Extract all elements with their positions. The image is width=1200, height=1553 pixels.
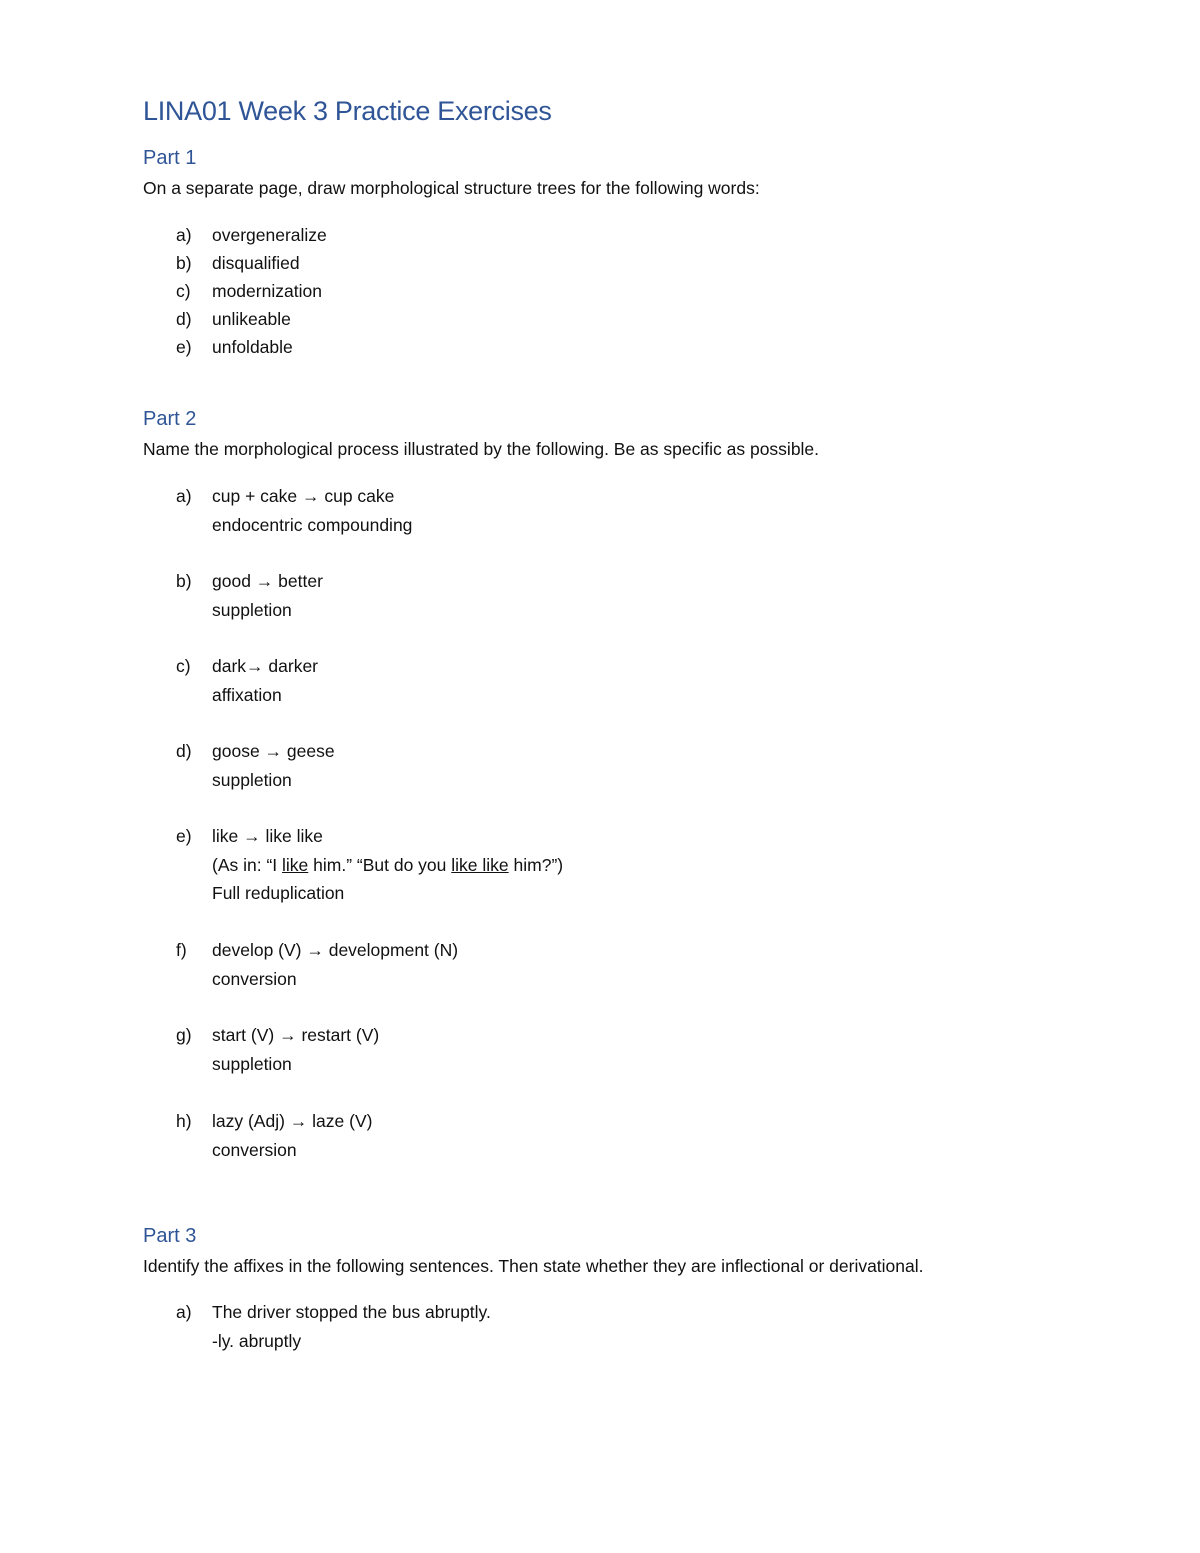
item-letter: d) <box>176 741 192 761</box>
note-underlined: like like <box>451 854 509 875</box>
part1-heading: Part 1 <box>143 147 197 169</box>
item-word: disqualified <box>212 253 300 273</box>
item-word: unfoldable <box>212 337 293 357</box>
item-letter: c) <box>176 656 191 676</box>
item-answer: Full reduplication <box>212 883 345 903</box>
part2-heading: Part 2 <box>143 408 197 430</box>
item-letter: h) <box>176 1111 192 1131</box>
note-text: him.” “But do you <box>308 854 452 875</box>
item-answer: affixation <box>212 684 282 705</box>
note-text: (As in: “I <box>212 854 283 875</box>
item-word: modernization <box>212 281 322 301</box>
item-answer: -ly. abruptly <box>212 1330 302 1351</box>
item-answer: suppletion <box>212 599 292 620</box>
item-note <box>212 851 563 880</box>
part3-heading: Part 3 <box>143 1225 197 1247</box>
item-example: start (V) → restart (V) <box>212 1025 380 1045</box>
item-letter: a) <box>176 1302 192 1322</box>
item-letter: b) <box>176 253 192 273</box>
item-answer: endocentric compounding <box>212 514 413 535</box>
item-example: good → better <box>212 571 323 591</box>
item-answer: suppletion <box>212 1053 292 1074</box>
item-word: overgeneralize <box>212 225 327 245</box>
item-letter: c) <box>176 281 191 301</box>
item-example: like → like like <box>212 826 323 846</box>
item-example: lazy (Adj) → laze (V) <box>212 1111 373 1131</box>
note-text: him?”) <box>508 854 564 875</box>
part3-instruction: Identify the affixes in the following sentences. Then state whether they are inflectional or derivational. <box>143 1256 924 1276</box>
item-answer: conversion <box>212 1139 297 1160</box>
item-example: cup + cake → cup cake <box>212 486 395 506</box>
item-letter: d) <box>176 309 192 329</box>
part1-instruction: On a separate page, draw morphological structure trees for the following words: <box>143 178 760 198</box>
item-letter: a) <box>176 225 192 245</box>
item-letter: e) <box>176 337 192 357</box>
item-letter: a) <box>176 486 192 506</box>
item-sentence: The driver stopped the bus abruptly. <box>212 1302 491 1322</box>
item-answer: suppletion <box>212 769 292 790</box>
item-answer: conversion <box>212 968 297 989</box>
item-letter: f) <box>176 940 187 960</box>
note-underlined: like <box>282 854 309 875</box>
item-example: dark→ darker <box>212 656 319 676</box>
item-letter: b) <box>176 571 192 591</box>
part2-instruction: Name the morphological process illustrated by the following. Be as specific as possible. <box>143 439 820 459</box>
item-letter: e) <box>176 826 192 846</box>
item-example: goose → geese <box>212 741 335 761</box>
item-word: unlikeable <box>212 309 291 329</box>
item-example: develop (V) → development (N) <box>212 940 459 960</box>
item-letter: g) <box>176 1025 192 1045</box>
document-title: LINA01 Week 3 Practice Exercises <box>143 96 552 126</box>
